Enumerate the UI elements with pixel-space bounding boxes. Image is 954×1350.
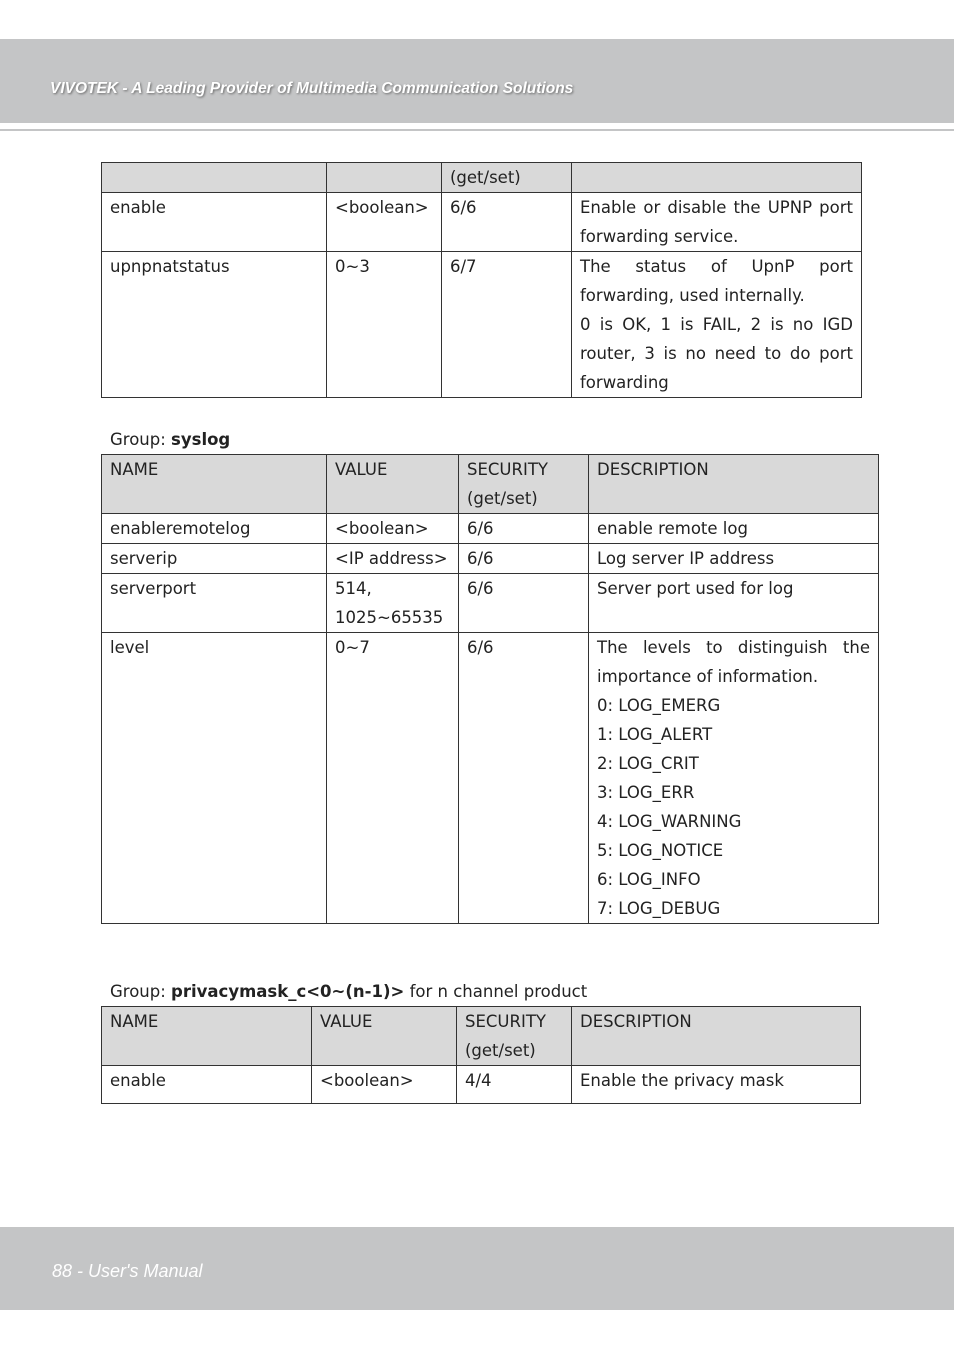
group-label-syslog bbox=[110, 428, 230, 452]
value-cell: <boolean> bbox=[312, 1066, 457, 1104]
table-header-row bbox=[102, 163, 862, 193]
description-line: 0 is OK, 1 is FAIL, 2 is no IGD router, 3 is no need to do port forwarding bbox=[580, 315, 853, 392]
upnp-table bbox=[101, 162, 862, 398]
header-description: DESCRIPTION bbox=[572, 1007, 861, 1066]
value-cell: 0~7 bbox=[327, 633, 459, 924]
header-title: VIVOTEK - A Leading Provider of Multimedia Communication Solutions bbox=[50, 80, 574, 97]
security-cell: 6/6 bbox=[459, 544, 589, 574]
table-row bbox=[102, 1066, 861, 1104]
description-line: 6: LOG_INFO bbox=[597, 870, 701, 889]
table-row bbox=[102, 514, 879, 544]
security-cell: 6/6 bbox=[442, 193, 572, 252]
description-line: The levels to distinguish the importance of information. bbox=[597, 638, 870, 686]
header-cell bbox=[572, 163, 862, 193]
name-cell: upnpnatstatus bbox=[102, 252, 327, 398]
description-cell bbox=[572, 252, 862, 398]
name-cell: serverport bbox=[102, 574, 327, 633]
name-cell: enableremotelog bbox=[102, 514, 327, 544]
header-cell: (get/set) bbox=[442, 163, 572, 193]
security-cell: 6/6 bbox=[459, 633, 589, 924]
header-value: VALUE bbox=[327, 455, 459, 514]
value-cell: <boolean> bbox=[327, 193, 442, 252]
security-cell: 6/7 bbox=[442, 252, 572, 398]
table-row bbox=[102, 193, 862, 252]
header-security: SECURITY (get/set) bbox=[459, 455, 589, 514]
group-name: syslog bbox=[171, 430, 231, 449]
description-line: enable remote log bbox=[597, 519, 748, 538]
security-cell: 6/6 bbox=[459, 574, 589, 633]
group-prefix: Group: bbox=[110, 982, 172, 1001]
name-cell: level bbox=[102, 633, 327, 924]
value-cell: <boolean> bbox=[327, 514, 459, 544]
description-cell bbox=[589, 574, 879, 633]
description-cell bbox=[572, 193, 862, 252]
table-row bbox=[102, 633, 879, 924]
value-cell: 0~3 bbox=[327, 252, 442, 398]
description-line: 0: LOG_EMERG bbox=[597, 696, 721, 715]
description-cell bbox=[589, 544, 879, 574]
description-line: 5: LOG_NOTICE bbox=[597, 841, 724, 860]
table-header-row bbox=[102, 1007, 861, 1066]
description-cell bbox=[572, 1066, 861, 1104]
description-line: 2: LOG_CRIT bbox=[597, 754, 699, 773]
syslog-table bbox=[101, 454, 879, 924]
table-row bbox=[102, 574, 879, 633]
header-cell bbox=[102, 163, 327, 193]
name-cell: serverip bbox=[102, 544, 327, 574]
description-line: Server port used for log bbox=[597, 579, 794, 598]
description-line: 3: LOG_ERR bbox=[597, 783, 695, 802]
description-line: Enable the privacy mask bbox=[580, 1071, 784, 1090]
description-line: Log server IP address bbox=[597, 549, 775, 568]
header-description: DESCRIPTION bbox=[589, 455, 879, 514]
group-name: privacymask_c<0~(n-1)> bbox=[171, 982, 405, 1001]
table-header-row bbox=[102, 455, 879, 514]
group-prefix: Group: bbox=[110, 430, 172, 449]
header-name: NAME bbox=[102, 1007, 312, 1066]
header-cell bbox=[327, 163, 442, 193]
header-security: SECURITY (get/set) bbox=[457, 1007, 572, 1066]
description-line: 4: LOG_WARNING bbox=[597, 812, 742, 831]
header-value: VALUE bbox=[312, 1007, 457, 1066]
value-cell: <IP address> bbox=[327, 544, 459, 574]
description-line: 1: LOG_ALERT bbox=[597, 725, 713, 744]
description-cell bbox=[589, 633, 879, 924]
name-cell: enable bbox=[102, 193, 327, 252]
privacymask-table bbox=[101, 1006, 861, 1104]
group-suffix: for n channel product bbox=[404, 982, 588, 1001]
security-cell: 4/4 bbox=[457, 1066, 572, 1104]
footer-page-label: 88 - User's Manual bbox=[52, 1261, 203, 1281]
name-cell: enable bbox=[102, 1066, 312, 1104]
description-line: Enable or disable the UPNP port forwarding service. bbox=[580, 198, 853, 246]
description-line: 7: LOG_DEBUG bbox=[597, 899, 721, 918]
header-name: NAME bbox=[102, 455, 327, 514]
group-label-privacymask bbox=[110, 980, 587, 1004]
table-row bbox=[102, 544, 879, 574]
security-cell: 6/6 bbox=[459, 514, 589, 544]
value-cell: 514, 1025~65535 bbox=[327, 574, 459, 633]
description-line: The status of UpnP port forwarding, used internally. bbox=[580, 257, 853, 305]
table-row bbox=[102, 252, 862, 398]
description-cell bbox=[589, 514, 879, 544]
header-divider bbox=[0, 129, 954, 131]
